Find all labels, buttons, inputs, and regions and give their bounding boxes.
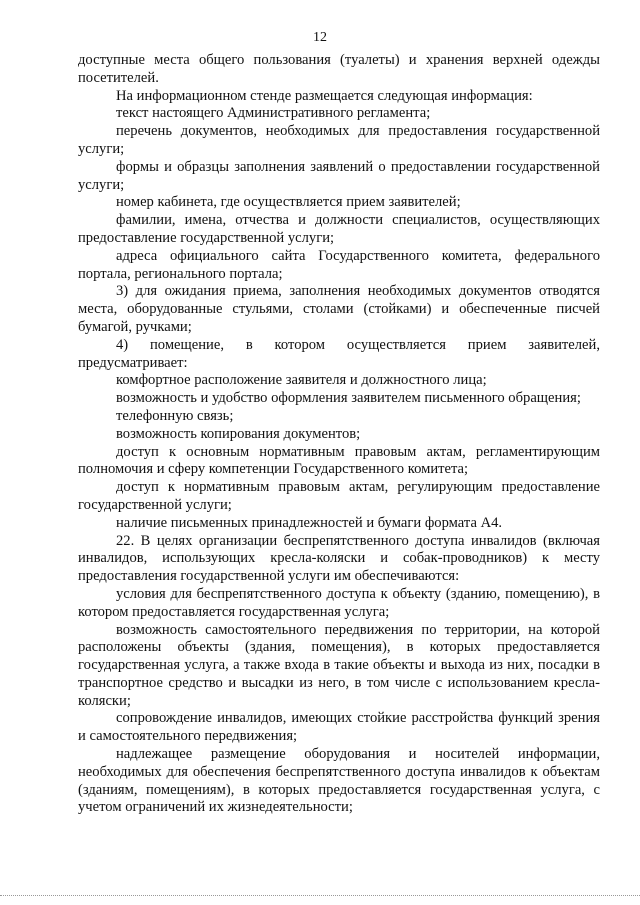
- list-item: надлежащее размещение оборудования и носителей информации, необходимых для обеспечения беспрепятственного доступа инвалидов к объектам (зданиям, помещениям), в которых предоставляется государственная услуга, с учетом ограничений их жизнедеятельности;: [78, 746, 600, 816]
- paragraph: 3) для ожидания приема, заполнения необходимых документов отводятся места, оборудованные стульями, столами (стойками) и обеспеченные писчей бумагой, ручками;: [78, 283, 600, 335]
- list-item: комфортное расположение заявителя и должностного лица;: [116, 372, 487, 389]
- list-item: перечень документов, необходимых для предоставления государственной услуги;: [78, 123, 600, 157]
- paragraph: доступные места общего пользования (туалеты) и хранения верхней одежды посетителей.: [78, 52, 600, 86]
- page-number: 12: [313, 30, 327, 45]
- list-item: телефонную связь;: [116, 407, 234, 424]
- list-item: фамилии, имена, отчества и должности специалистов, осуществляющих предоставление государственной услуги;: [78, 212, 600, 246]
- list-item: адреса официального сайта Государственного комитета, федерального портала, регионального портала;: [78, 247, 600, 282]
- paragraph: 4) помещение, в котором осуществляется прием заявителей, предусматривает:: [78, 336, 600, 371]
- list-item: формы и образцы заполнения заявлений о предоставлении государственной услуги;: [78, 158, 600, 193]
- list-item: наличие письменных принадлежностей и бумаги формата А4.: [116, 514, 503, 531]
- list-item: доступ к основным нормативным правовым актам, регламентирующим полномочия и сферу компетенции Государственного комитета;: [78, 443, 600, 478]
- document-body: [78, 52, 600, 817]
- paragraph: На информационном стенде размещается следующая информация:: [116, 87, 533, 104]
- list-item: доступ к нормативным правовым актам, регулирующим предоставление государственной услуги;: [78, 479, 600, 513]
- list-item: возможность самостоятельного передвижения по территории, на которой расположены объекты (здания, помещения), в которых предоставляется государственная услуга, а также входа в такие объекты и выхода из них, посадки в транспортное средство и высадки из него, в том числе с использованием кресла-коляски;: [78, 621, 600, 709]
- list-item: возможность и удобство оформления заявителем письменного обращения;: [116, 390, 581, 407]
- list-item: возможность копирования документов;: [116, 425, 361, 442]
- list-item: условия для беспрепятственного доступа к объекту (зданию, помещению), в котором предоставляется государственная услуга;: [78, 585, 600, 620]
- list-item: текст настоящего Административного регламента;: [116, 105, 431, 122]
- page-bottom-divider: [0, 895, 640, 896]
- list-item: номер кабинета, где осуществляется прием заявителей;: [116, 194, 461, 211]
- paragraph: 22. В целях организации беспрепятственного доступа инвалидов (включая инвалидов, использующих кресла-коляски и собак-проводников) к месту предоставления государственной услуги им обеспечиваются:: [78, 532, 600, 585]
- list-item: сопровождение инвалидов, имеющих стойкие расстройства функций зрения и самостоятельного передвижения;: [78, 710, 600, 745]
